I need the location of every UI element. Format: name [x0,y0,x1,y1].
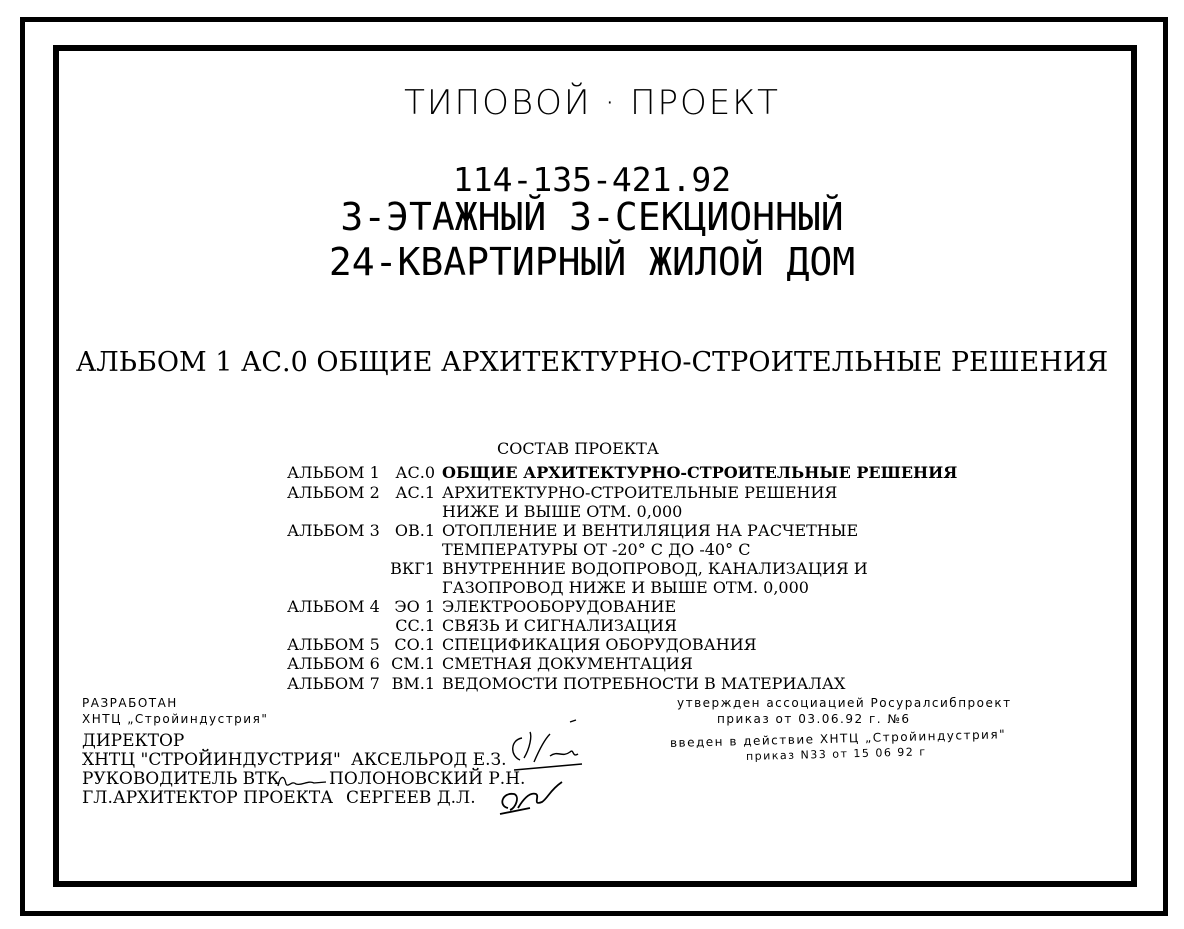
row-code: АС.1 [395,483,435,502]
approval-line3: введен в действие ХНТЦ „Стройиндустрия" [669,727,1007,750]
chief-architect-name: СЕРГЕЕВ Д.Л. [346,788,476,808]
approval-line4: приказ N33 от 15 06 92 г [745,745,927,763]
row-desc: СВЯЗЬ И СИГНАЛИЗАЦИЯ [442,616,677,635]
composition-title: СОСТАВ ПРОЕКТА [497,439,659,458]
row-album: АЛЬБОМ 7 [287,674,380,693]
row-desc: ОБЩИЕ АРХИТЕКТУРНО-СТРОИТЕЛЬНЫЕ РЕШЕНИЯ [442,463,958,482]
row-code: ОВ.1 [394,521,435,540]
approval-line1: утвержден ассоциацией Росуралсибпроект [677,696,1012,710]
row-code: ЭО 1 [394,597,435,616]
project-name-line1: 3-ЭТАЖНЫЙ 3-СЕКЦИОННЫЙ [340,195,844,239]
approval-line2: приказ от 03.06.92 г. №6 [717,712,911,726]
project-name-line2: 24-КВАРТИРНЫЙ ЖИЛОЙ ДОМ [328,240,856,284]
row-code: СО.1 [394,635,435,654]
developed-org: ХНТЦ „Стройиндустрия" [82,712,269,726]
director-signature [500,718,590,778]
row-album: АЛЬБОМ 2 [287,483,380,502]
vtk-head-name: ПОЛОНОВСКИЙ Р.Н. [329,769,526,789]
document-title: ТИПОВОЙ · ПРОЕКТ [404,83,780,123]
row-album: АЛЬБОМ 6 [287,654,380,673]
row-code: СС.1 [395,616,435,635]
row-code: ВКГ1 [390,559,435,578]
row-desc: АРХИТЕКТУРНО-СТРОИТЕЛЬНЫЕ РЕШЕНИЯ [442,483,838,502]
chief-architect-role: ГЛ.АРХИТЕКТОР ПРОЕКТА [82,788,334,808]
director-name: АКСЕЛЬРОД Е.З. [351,750,507,770]
row-album: АЛЬБОМ 4 [287,597,380,616]
album-title: АЛЬБОМ 1 АС.0 ОБЩИЕ АРХИТЕКТУРНО-СТРОИТЕЛЬНЫЕ РЕШЕНИЯ [75,347,1109,378]
row-code: ВМ.1 [391,674,435,693]
row-desc: СПЕЦИФИКАЦИЯ ОБОРУДОВАНИЯ [442,635,757,654]
row-album: АЛЬБОМ 5 [287,635,380,654]
row-desc: ГАЗОПРОВОД НИЖЕ И ВЫШЕ ОТМ. 0,000 [442,578,809,597]
row-album: АЛЬБОМ 1 [287,463,380,482]
project-number: 114-135-421.92 [452,160,732,199]
row-desc: ЭЛЕКТРООБОРУДОВАНИЕ [442,597,677,616]
row-desc: ОТОПЛЕНИЕ И ВЕНТИЛЯЦИЯ НА РАСЧЕТНЫЕ [442,521,859,540]
director-role-line2: ХНТЦ "СТРОЙИНДУСТРИЯ" [82,750,341,770]
row-album: АЛЬБОМ 3 [287,521,380,540]
row-desc: СМЕТНАЯ ДОКУМЕНТАЦИЯ [442,654,693,673]
row-desc: ВЕДОМОСТИ ПОТРЕБНОСТИ В МАТЕРИАЛАХ [442,674,846,693]
row-desc: ТЕМПЕРАТУРЫ ОТ -20° С ДО -40° С [442,540,751,559]
row-desc: ВНУТРЕННИЕ ВОДОПРОВОД, КАНАЛИЗАЦИЯ И [442,559,868,578]
vtk-signature [274,770,334,794]
row-code: АС.0 [395,463,435,482]
developed-label: РАЗРАБОТАН [82,696,178,710]
chief-architect-signature [490,778,570,818]
row-desc: НИЖЕ И ВЫШЕ ОТМ. 0,000 [442,502,683,521]
vtk-head-role: РУКОВОДИТЕЛЬ ВТК [82,769,280,789]
row-code: СМ.1 [391,654,435,673]
director-role-line1: ДИРЕКТОР [82,731,185,751]
